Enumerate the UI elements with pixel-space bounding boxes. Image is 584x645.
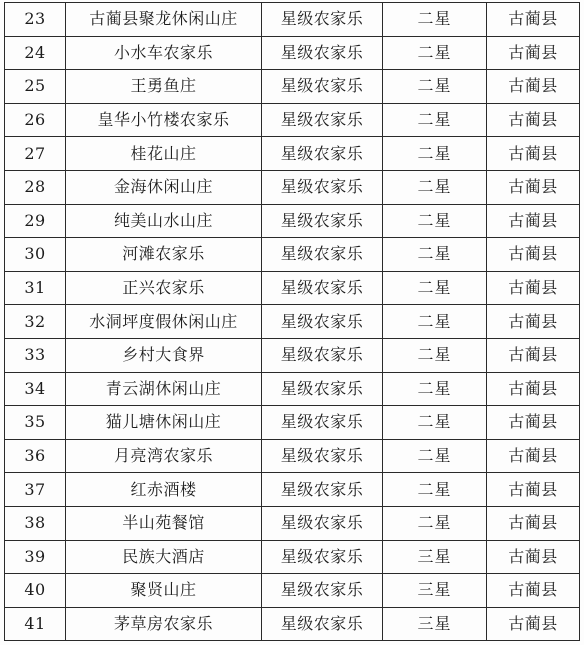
venue-name-cell: 茅草房农家乐 (66, 607, 262, 641)
county-name-cell: 古蔺县 (487, 36, 580, 70)
venue-category-cell: 星级农家乐 (262, 506, 383, 540)
star-grade-cell: 三星 (383, 540, 487, 574)
venue-category-cell: 星级农家乐 (262, 238, 383, 272)
table-row (5, 506, 580, 540)
county-name-cell: 古蔺县 (487, 406, 580, 440)
star-grade-cell: 二星 (383, 170, 487, 204)
row-number-cell: 23 (5, 3, 66, 37)
venue-name-cell: 河滩农家乐 (66, 238, 262, 272)
table-row (5, 305, 580, 339)
venue-category-cell: 星级农家乐 (262, 406, 383, 440)
star-grade-cell: 二星 (383, 3, 487, 37)
table-row (5, 271, 580, 305)
row-number-cell: 39 (5, 540, 66, 574)
venue-category-cell: 星级农家乐 (262, 103, 383, 137)
row-number-cell: 25 (5, 70, 66, 104)
venue-name-cell: 皇华小竹楼农家乐 (66, 103, 262, 137)
venue-category-cell: 星级农家乐 (262, 3, 383, 37)
table-row (5, 540, 580, 574)
county-name-cell: 古蔺县 (487, 574, 580, 608)
venue-name-cell: 正兴农家乐 (66, 271, 262, 305)
venue-category-cell: 星级农家乐 (262, 271, 383, 305)
venue-name-cell: 半山苑餐馆 (66, 506, 262, 540)
venue-category-cell: 星级农家乐 (262, 439, 383, 473)
row-number-cell: 34 (5, 372, 66, 406)
county-name-cell: 古蔺县 (487, 372, 580, 406)
venue-category-cell: 星级农家乐 (262, 473, 383, 507)
venue-name-cell: 民族大酒店 (66, 540, 262, 574)
venue-name-cell: 纯美山水山庄 (66, 204, 262, 238)
star-grade-cell: 二星 (383, 473, 487, 507)
county-name-cell: 古蔺县 (487, 439, 580, 473)
venue-name-cell: 古蔺县聚龙休闲山庄 (66, 3, 262, 37)
star-grade-cell: 二星 (383, 271, 487, 305)
venue-name-cell: 桂花山庄 (66, 137, 262, 171)
row-number-cell: 27 (5, 137, 66, 171)
county-name-cell: 古蔺县 (487, 238, 580, 272)
row-number-cell: 28 (5, 170, 66, 204)
star-grade-cell: 三星 (383, 574, 487, 608)
venue-category-cell: 星级农家乐 (262, 540, 383, 574)
row-number-cell: 31 (5, 271, 66, 305)
table-row (5, 338, 580, 372)
row-number-cell: 38 (5, 506, 66, 540)
venue-name-cell: 青云湖休闲山庄 (66, 372, 262, 406)
table-row (5, 170, 580, 204)
venue-category-cell: 星级农家乐 (262, 338, 383, 372)
venue-name-cell: 金海休闲山庄 (66, 170, 262, 204)
venue-name-cell: 猫儿塘休闲山庄 (66, 406, 262, 440)
table-row (5, 473, 580, 507)
venue-category-cell: 星级农家乐 (262, 204, 383, 238)
row-number-cell: 33 (5, 338, 66, 372)
row-number-cell: 37 (5, 473, 66, 507)
venue-name-cell: 水洞坪度假休闲山庄 (66, 305, 262, 339)
row-number-cell: 26 (5, 103, 66, 137)
table-row (5, 439, 580, 473)
county-name-cell: 古蔺县 (487, 473, 580, 507)
row-number-cell: 30 (5, 238, 66, 272)
row-number-cell: 29 (5, 204, 66, 238)
table-row (5, 372, 580, 406)
venue-name-cell: 红赤酒楼 (66, 473, 262, 507)
star-grade-cell: 二星 (383, 439, 487, 473)
row-number-cell: 24 (5, 36, 66, 70)
table-body (5, 3, 580, 641)
county-name-cell: 古蔺县 (487, 540, 580, 574)
county-name-cell: 古蔺县 (487, 506, 580, 540)
star-grade-cell: 二星 (383, 372, 487, 406)
row-number-cell: 35 (5, 406, 66, 440)
table-row (5, 70, 580, 104)
venue-category-cell: 星级农家乐 (262, 305, 383, 339)
table-row (5, 607, 580, 641)
county-name-cell: 古蔺县 (487, 338, 580, 372)
row-number-cell: 41 (5, 607, 66, 641)
county-name-cell: 古蔺县 (487, 607, 580, 641)
county-name-cell: 古蔺县 (487, 103, 580, 137)
row-number-cell: 32 (5, 305, 66, 339)
star-grade-cell: 二星 (383, 36, 487, 70)
table-row (5, 406, 580, 440)
county-name-cell: 古蔺县 (487, 3, 580, 37)
venue-category-cell: 星级农家乐 (262, 170, 383, 204)
venue-category-cell: 星级农家乐 (262, 574, 383, 608)
star-grade-cell: 三星 (383, 607, 487, 641)
table-row (5, 103, 580, 137)
row-number-cell: 36 (5, 439, 66, 473)
star-grade-cell: 二星 (383, 238, 487, 272)
county-name-cell: 古蔺县 (487, 70, 580, 104)
star-grade-cell: 二星 (383, 406, 487, 440)
county-name-cell: 古蔺县 (487, 170, 580, 204)
star-grade-cell: 二星 (383, 305, 487, 339)
table-row (5, 3, 580, 37)
star-grade-cell: 二星 (383, 70, 487, 104)
venue-name-cell: 王勇鱼庄 (66, 70, 262, 104)
venue-name-cell: 乡村大食界 (66, 338, 262, 372)
venue-category-cell: 星级农家乐 (262, 607, 383, 641)
star-grade-cell: 二星 (383, 338, 487, 372)
venue-category-cell: 星级农家乐 (262, 36, 383, 70)
county-name-cell: 古蔺县 (487, 204, 580, 238)
venue-name-cell: 聚贤山庄 (66, 574, 262, 608)
star-grade-cell: 二星 (383, 204, 487, 238)
venue-category-cell: 星级农家乐 (262, 137, 383, 171)
star-grade-cell: 二星 (383, 506, 487, 540)
table-row (5, 137, 580, 171)
county-name-cell: 古蔺县 (487, 305, 580, 339)
table-row (5, 238, 580, 272)
venue-category-cell: 星级农家乐 (262, 372, 383, 406)
farmhouse-rating-table (4, 2, 580, 641)
venue-name-cell: 小水车农家乐 (66, 36, 262, 70)
venue-name-cell: 月亮湾农家乐 (66, 439, 262, 473)
row-number-cell: 40 (5, 574, 66, 608)
star-grade-cell: 二星 (383, 137, 487, 171)
table-row (5, 574, 580, 608)
star-grade-cell: 二星 (383, 103, 487, 137)
county-name-cell: 古蔺县 (487, 271, 580, 305)
table-row (5, 36, 580, 70)
county-name-cell: 古蔺县 (487, 137, 580, 171)
table-row (5, 204, 580, 238)
venue-category-cell: 星级农家乐 (262, 70, 383, 104)
